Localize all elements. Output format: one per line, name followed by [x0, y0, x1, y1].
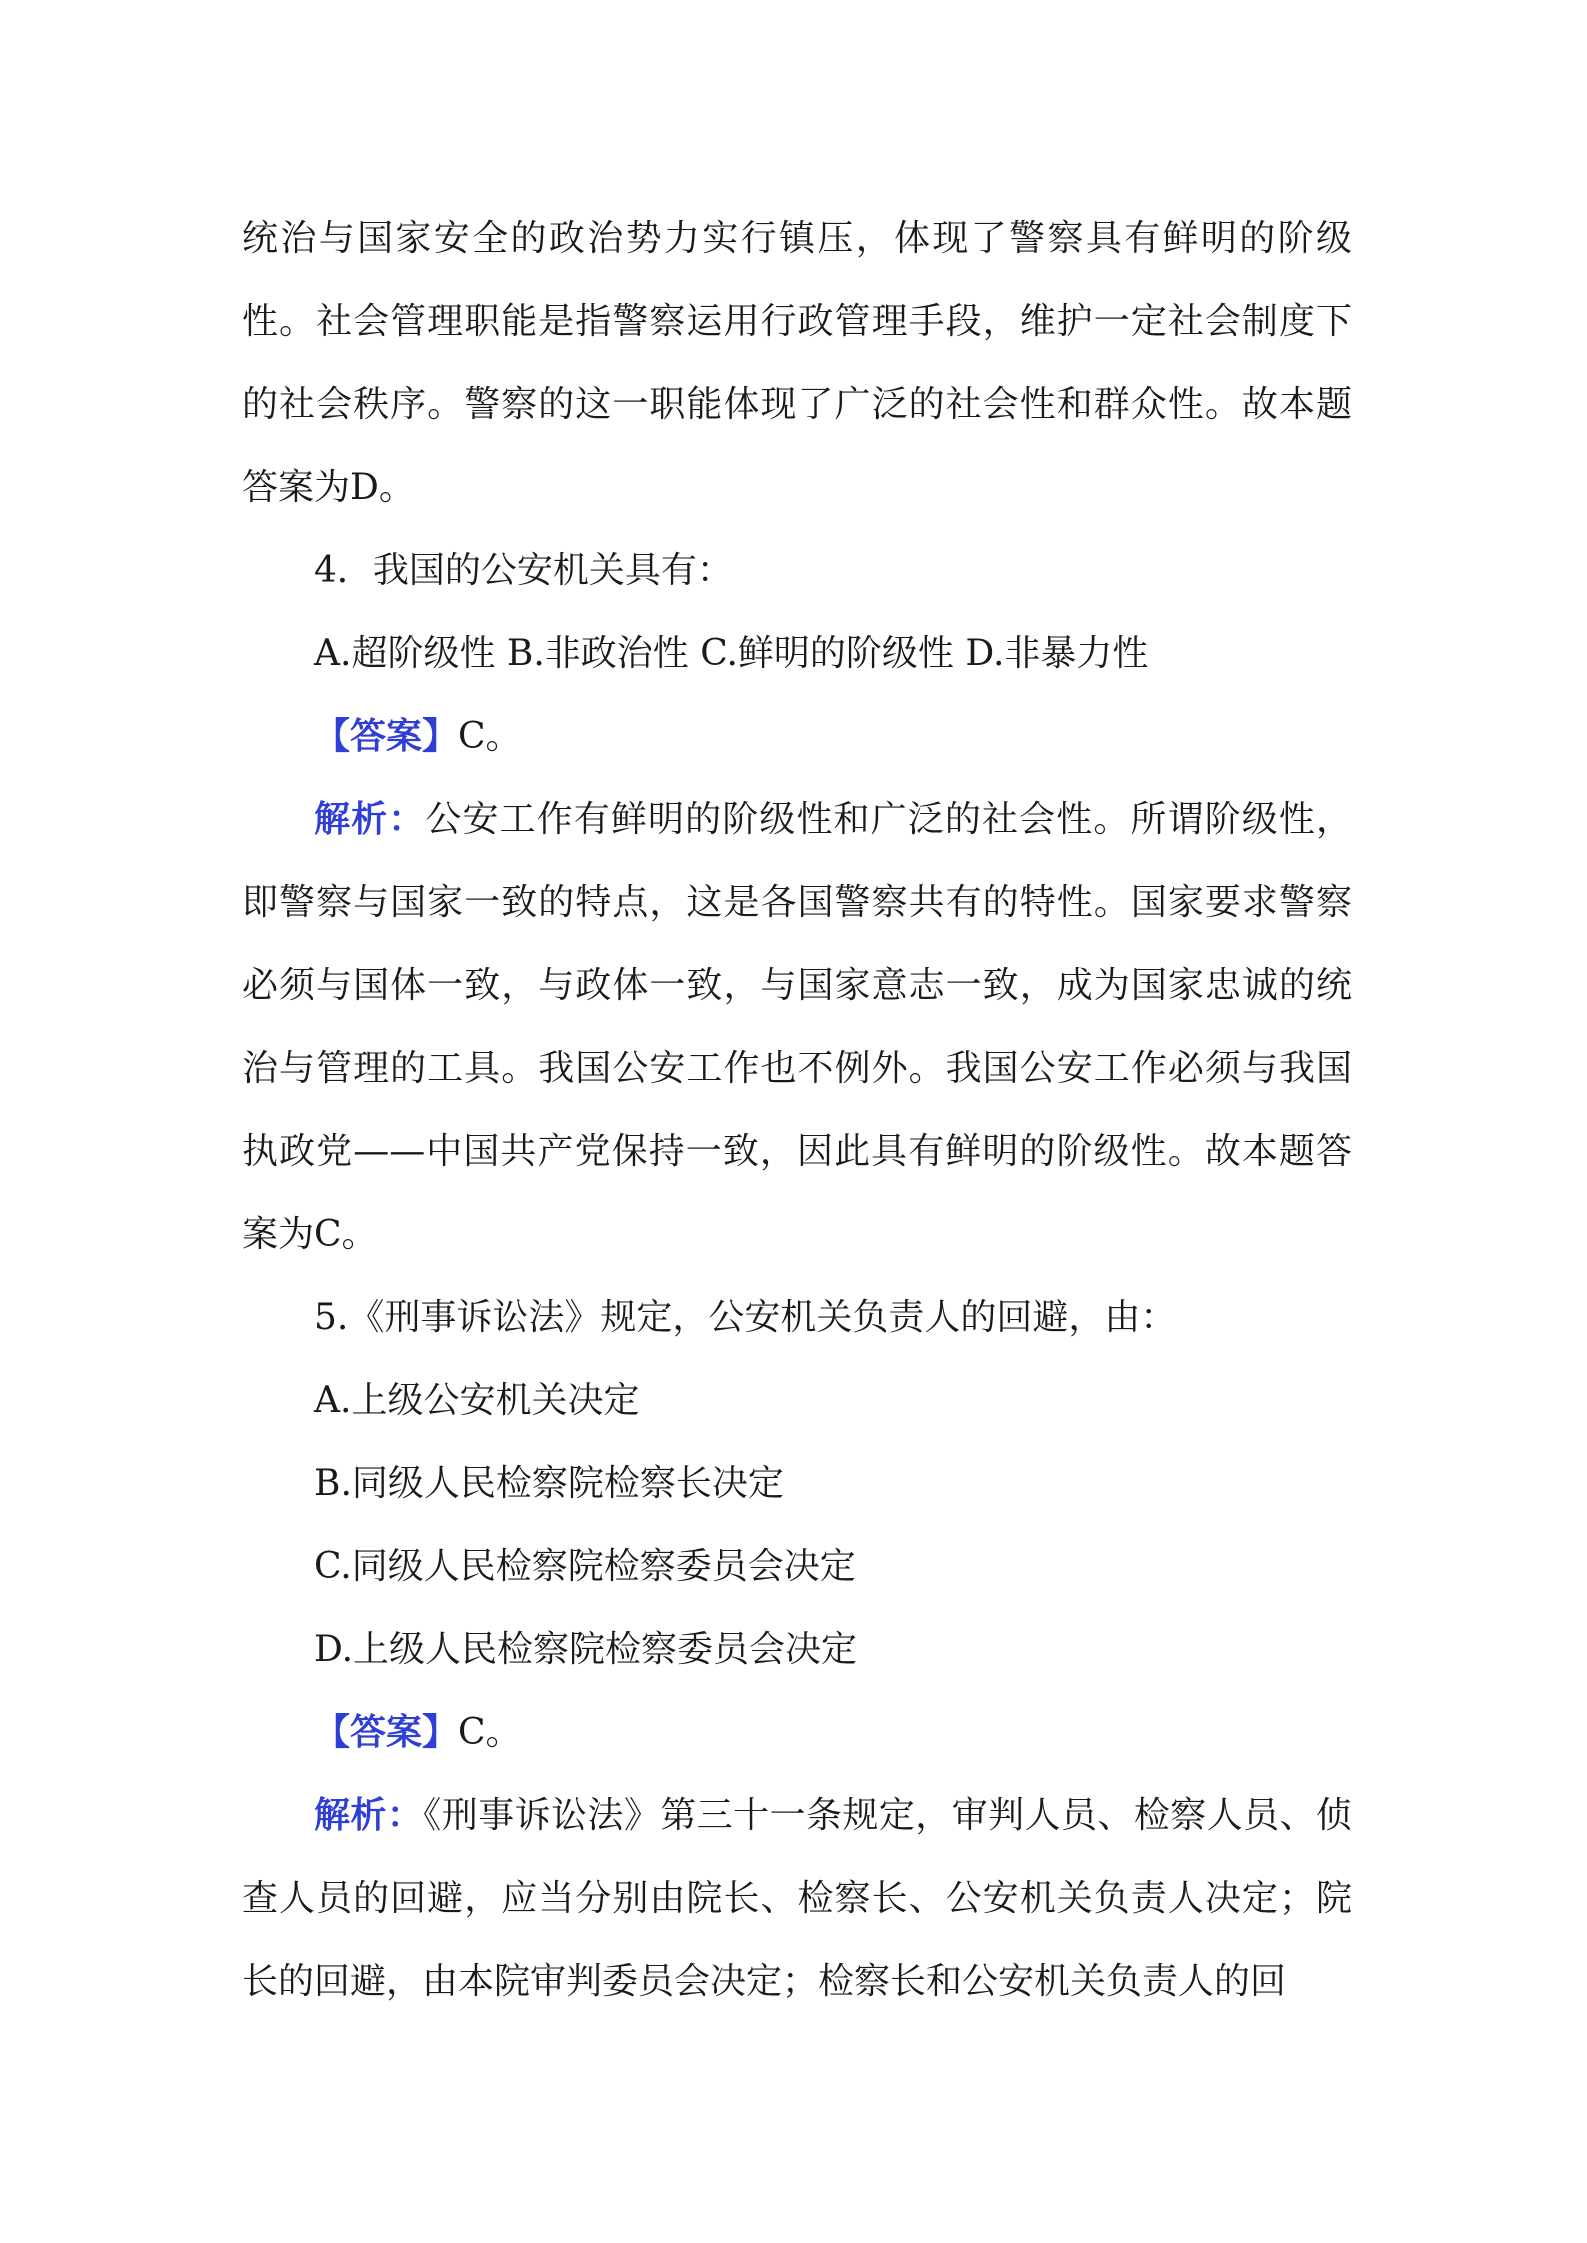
answer-value: C。 — [458, 1712, 522, 1753]
paragraph-continuation: 统治与国家安全的政治势力实行镇压，体现了警察具有鲜明的阶级性。社会管理职能是指警察运用行政管理手段，维护一定社会制度下的社会秩序。警察的这一职能体现了广泛的社会性和群众性。故本题答案为D。 — [242, 218, 1352, 508]
question-4: 4．我国的公安机关具有： — [314, 550, 733, 591]
question-4-analysis — [242, 778, 1352, 1276]
answer-label: 【答案】 — [314, 1711, 459, 1753]
question-4-options: A.超阶级性 B.非政治性 C.鲜明的阶级性 D.非暴力性 — [314, 633, 1149, 674]
analysis-text: 《刑事诉讼法》第三十一条规定，审判人员、检察人员、侦查人员的回避，应当分别由院长、检察长、公安机关负责人决定；院长的回避，由本院审判委员会决定；检察长和公安机关负责人的回 — [242, 1795, 1352, 2002]
analysis-label: 解析： — [314, 798, 426, 840]
question-5-option-a: A.上级公安机关决定 — [314, 1380, 640, 1421]
question-5-answer — [242, 1691, 1352, 1774]
question-5-analysis — [242, 1774, 1352, 2023]
question-5-option-d: D.上级人民检察院检察委员会决定 — [314, 1629, 858, 1670]
question-5-option-c: C.同级人民检察院检察委员会决定 — [314, 1546, 856, 1587]
question-4-answer — [242, 695, 1352, 778]
question-5-option-b: B.同级人民检察院检察长决定 — [314, 1463, 784, 1504]
analysis-text: 公安工作有鲜明的阶级性和广泛的社会性。所谓阶级性，即警察与国家一致的特点，这是各国警察共有的特性。国家要求警察必须与国体一致，与政体一致，与国家意志一致，成为国家忠诚的统治与管理的工具。我国公安工作也不例外。我国公安工作必须与我国执政党——中国共产党保持一致，因此具有鲜明的阶级性。故本题答案为C。 — [242, 799, 1352, 1255]
answer-label: 【答案】 — [314, 715, 459, 757]
document-page — [242, 197, 1352, 2023]
analysis-label: 解析： — [314, 1794, 424, 1836]
answer-value: C。 — [458, 716, 522, 757]
question-5: 5.《刑事诉讼法》规定，公安机关负责人的回避，由： — [314, 1297, 1177, 1338]
